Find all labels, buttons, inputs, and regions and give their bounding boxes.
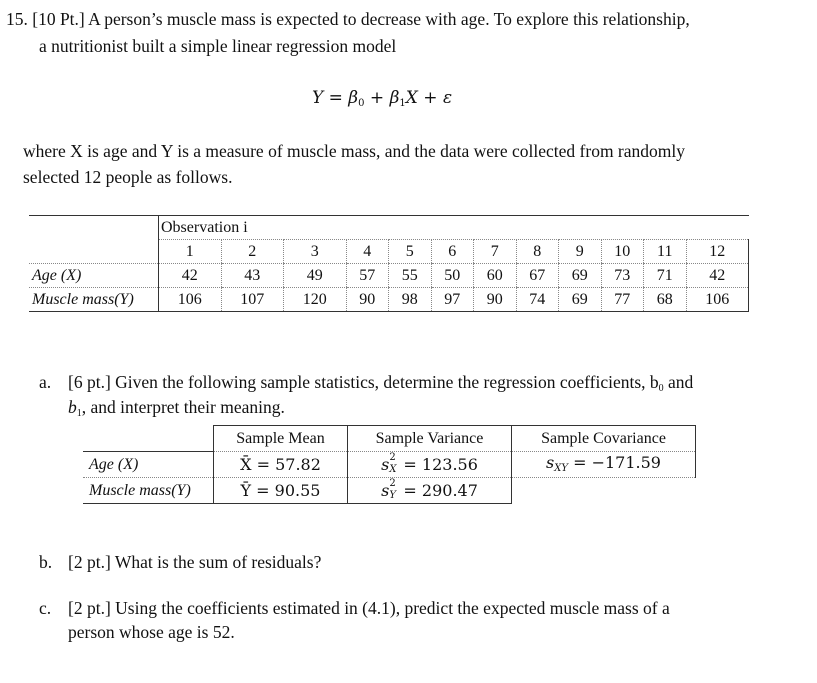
part-c-label: c.: [39, 598, 52, 618]
eq-beta1: β: [389, 88, 400, 108]
obs-number-row: [29, 240, 749, 264]
obs-number: 6: [431, 240, 474, 264]
obs-header-blank: [29, 216, 159, 240]
eq-beta0: β: [348, 88, 359, 108]
age-value: 55: [389, 264, 432, 288]
part-a-line2: $b_1$, and interpret their meaning.: [68, 397, 285, 419]
obs-number: 7: [474, 240, 517, 264]
question-intro-line2: a nutritionist built a simple linear regression model: [39, 36, 397, 56]
obs-number: 3: [284, 240, 347, 264]
stats-header-row: [83, 426, 696, 452]
muscle-value: 98: [389, 288, 432, 312]
stats-muscle-row: [83, 478, 696, 504]
eq-equals: =: [328, 88, 343, 108]
muscle-value: 120: [284, 288, 347, 312]
muscle-value: 68: [644, 288, 687, 312]
stats-header-mean: Sample Mean: [214, 426, 348, 452]
obs-number: 12: [686, 240, 749, 264]
stats-muscle-variance: s 2 Y = 290.47: [348, 478, 512, 504]
eq-x: X: [405, 88, 418, 108]
part-a-label: a.: [39, 372, 52, 392]
eq-y: Y: [312, 88, 324, 108]
age-value: 60: [474, 264, 517, 288]
age-value: 49: [284, 264, 347, 288]
eq-plus2: +: [423, 88, 438, 108]
age-value: 50: [431, 264, 474, 288]
obs-number-blank: [29, 240, 159, 264]
muscle-value: 74: [516, 288, 559, 312]
sample-stats-table: [83, 425, 696, 504]
question-intro-line1: 15. [10 Pt.] A person’s muscle mass is expected to decrease with age. To explore this relationship,: [6, 9, 690, 29]
part-b-label: b.: [39, 552, 53, 572]
part-c-line1: [2 pt.] Using the coefficients estimated in (4.1), predict the expected muscle mass of a: [68, 598, 670, 618]
stats-age-mean: X̄ = 57.82: [214, 452, 348, 478]
muscle-value: 97: [431, 288, 474, 312]
stats-age-row: [83, 452, 696, 478]
muscle-value: 69: [559, 288, 602, 312]
eq-plus1: +: [369, 88, 385, 108]
stats-header-covariance: Sample Covariance: [512, 426, 696, 452]
obs-number: 9: [559, 240, 602, 264]
part-a-b1-sub: 1: [76, 408, 82, 419]
stats-header-variance: Sample Variance: [348, 426, 512, 452]
age-value: 42: [159, 264, 222, 288]
obs-number: 1: [159, 240, 222, 264]
part-a-b0-sub: 0: [658, 383, 664, 394]
age-value: 71: [644, 264, 687, 288]
obs-number: 11: [644, 240, 687, 264]
observation-table: [29, 215, 749, 312]
age-value: 42: [686, 264, 749, 288]
part-c-line2: person whose age is 52.: [68, 622, 235, 642]
stats-covariance: $s_{XY} = -171.59$: [512, 452, 696, 478]
muscle-value: 90: [474, 288, 517, 312]
muscle-row-label: Muscle mass(Y): [29, 288, 159, 312]
eq-epsilon: ε: [442, 88, 453, 108]
muscle-value: 90: [346, 288, 389, 312]
muscle-value: 106: [686, 288, 749, 312]
obs-number: 8: [516, 240, 559, 264]
age-row-label: Age (X): [29, 264, 159, 288]
age-value: 67: [516, 264, 559, 288]
eq-beta1-sub: 1: [399, 98, 406, 109]
obs-number: 4: [346, 240, 389, 264]
regression-model-equation: [312, 88, 452, 109]
age-value: 73: [601, 264, 644, 288]
eq-beta0-sub: 0: [358, 98, 365, 109]
stats-header-blank: [83, 426, 214, 452]
age-value: 43: [221, 264, 284, 288]
age-row: [29, 264, 749, 288]
part-a-line1: [6 pt.] Given the following sample statistics, determine the regression coefficients, $b_0$ and: [68, 372, 694, 394]
where-line1: where X is age and Y is a measure of muscle mass, and the data were collected from randomly: [23, 141, 686, 161]
stats-muscle-mean: Ȳ = 90.55: [214, 478, 348, 504]
stats-muscle-blank: [512, 478, 696, 504]
muscle-value: 77: [601, 288, 644, 312]
obs-number: 10: [601, 240, 644, 264]
muscle-value: 106: [159, 288, 222, 312]
age-value: 69: [559, 264, 602, 288]
part-b-text: [2 pt.] What is the sum of residuals?: [68, 552, 322, 572]
where-line2: selected 12 people as follows.: [23, 167, 233, 187]
muscle-value: 107: [221, 288, 284, 312]
stats-muscle-label: Muscle mass(Y): [83, 478, 214, 504]
obs-number: 5: [389, 240, 432, 264]
stats-age-label: Age (X): [83, 452, 214, 478]
obs-number: 2: [221, 240, 284, 264]
stats-age-variance: s 2 X = 123.56: [348, 452, 512, 478]
age-value: 57: [346, 264, 389, 288]
muscle-row: [29, 288, 749, 312]
obs-header: Observation i: [159, 216, 749, 240]
